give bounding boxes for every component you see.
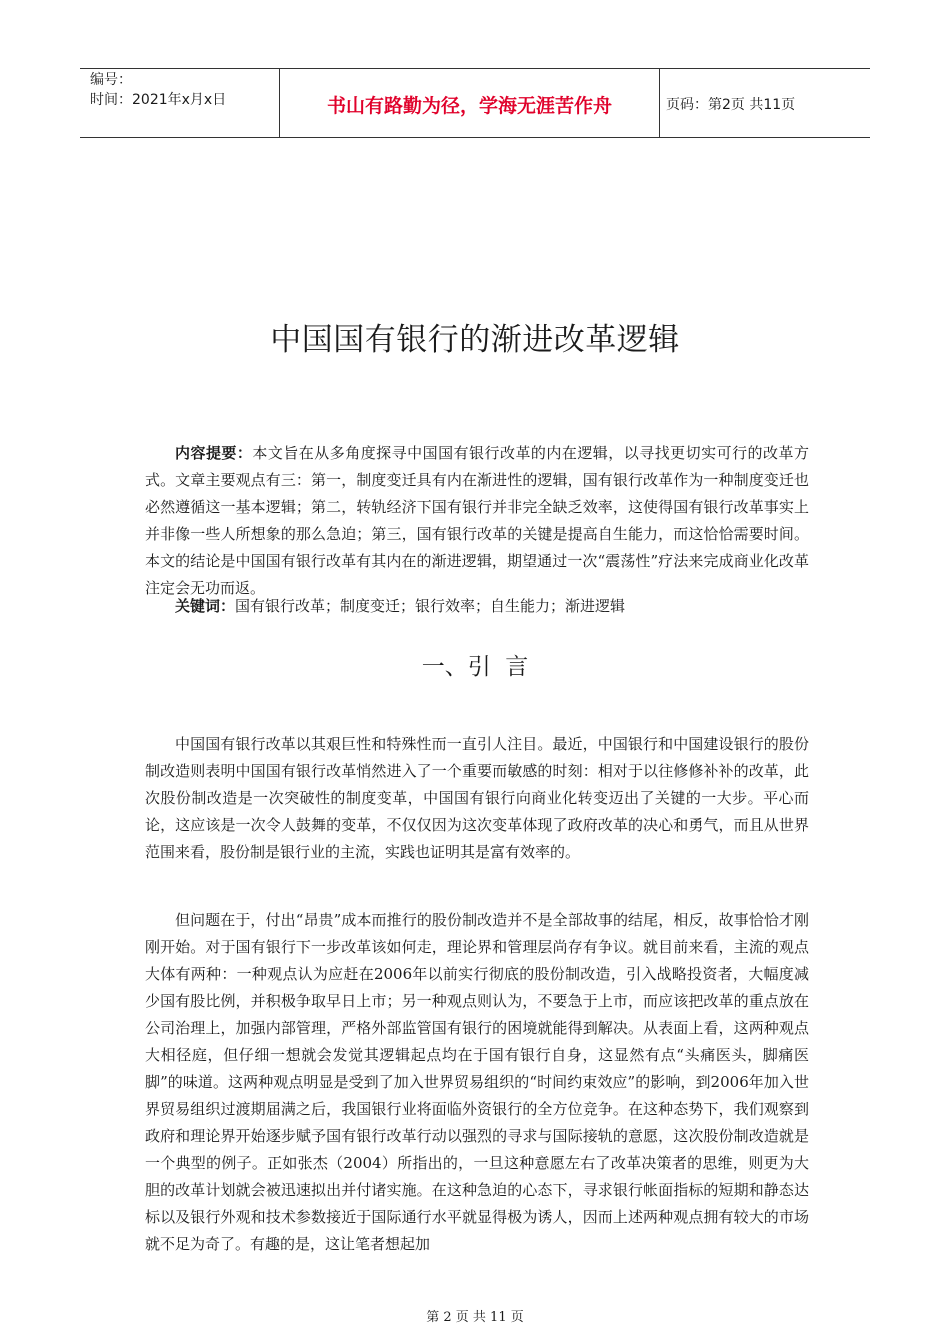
abstract-label: 内容提要： bbox=[175, 444, 253, 462]
keywords-paragraph bbox=[145, 593, 809, 620]
keywords-label: 关键词： bbox=[175, 597, 236, 615]
section-heading: 一、引 言 bbox=[421, 654, 529, 680]
abstract-text: 本文旨在从多角度探寻中国国有银行改革的内在逻辑，以寻找更切实可行的改革方式。文章主要观点有三：第一，制度变迁具有内在渐进性的逻辑，国有银行改革作为一种制度变迁也必然遵循这一基本逻辑；第二，转轨经济下国有银行并非完全缺乏效率，这使得国有银行改革事实上并非像一些人所想象的那么急迫；第三，国有银行改革的关键是提高自生能力，而这恰恰需要时间。本文的结论是中国国有银行改革有其内在的渐进逻辑，期望通过一次“震荡性”疗法来完成商业化改革注定会无功而返。 bbox=[145, 444, 809, 597]
header-page-cell bbox=[660, 69, 870, 137]
time-label: 时间：2021年x月x日 bbox=[90, 92, 227, 108]
document-title: 中国国有银行的渐进改革逻辑 bbox=[270, 322, 680, 358]
number-label: 编号： bbox=[90, 72, 132, 88]
abstract-paragraph bbox=[145, 440, 809, 602]
header-motto-cell bbox=[280, 69, 660, 137]
motto-text: 书山有路勤为径，学海无涯苦作舟 bbox=[326, 95, 612, 117]
keywords-text: 国有银行改革；制度变迁；银行效率；自生能力；渐进逻辑 bbox=[235, 597, 626, 615]
header-meta-cell bbox=[80, 69, 280, 137]
page-footer: 第 2 页 共 11 页 bbox=[426, 1310, 524, 1325]
page-info: 页码：第2页 共11页 bbox=[666, 97, 796, 113]
body-paragraph-2: 但问题在于，付出“昂贵”成本而推行的股份制改造并不是全部故事的结尾，相反，故事恰恰才刚刚开始。对于国有银行下一步改革该如何走，理论界和管理层尚存有争议。就目前来看，主流的观点大体有两种：一种观点认为应赶在2006年以前实行彻底的股份制改造，引入战略投资者，大幅度减少国有股比例，并积极争取早日上市；另一种观点则认为，不要急于上市，而应该把改革的重点放在公司治理上，加强内部管理，严格外部监管国有银行的困境就能得到解决。从表面上看，这两种观点大相径庭，但仔细一想就会发觉其逻辑起点均在于国有银行自身，这显然有点“头痛医头，脚痛医脚”的味道。这两种观点明显是受到了加入世界贸易组织的“时间约束效应”的影响，到2006年加入世界贸易组织过渡期届满之后，我国银行业将面临外资银行的全方位竞争。在这种态势下，我们观察到政府和理论界开始逐步赋予国有银行改革行动以强烈的寻求与国际接轨的意愿，这次股份制改造就是一个典型的例子。正如张杰（2004）所指出的，一旦这种意愿左右了改革决策者的思维，则更为大胆的改革计划就会被迅速拟出并付诸实施。在这种急迫的心态下，寻求银行帐面指标的短期和静态达标以及银行外观和技术参数接近于国际通行水平就显得极为诱人，因而上述两种观点拥有较大的市场就不足为奇了。有趣的是，这让笔者想起加 bbox=[145, 911, 809, 1253]
page-header bbox=[80, 68, 870, 138]
body-paragraph-1: 中国国有银行改革以其艰巨性和特殊性而一直引人注目。最近，中国银行和中国建设银行的股份制改造则表明中国国有银行改革悄然进入了一个重要而敏感的时刻：相对于以往修修补补的改革，此次股份制改造是一次突破性的制度变革，中国国有银行向商业化转变迈出了关键的一大步。平心而论，这应该是一次令人鼓舞的变革，不仅仅因为这次变革体现了政府改革的决心和勇气，而且从世界范围来看，股份制是银行业的主流，实践也证明其是富有效率的。 bbox=[145, 735, 809, 861]
